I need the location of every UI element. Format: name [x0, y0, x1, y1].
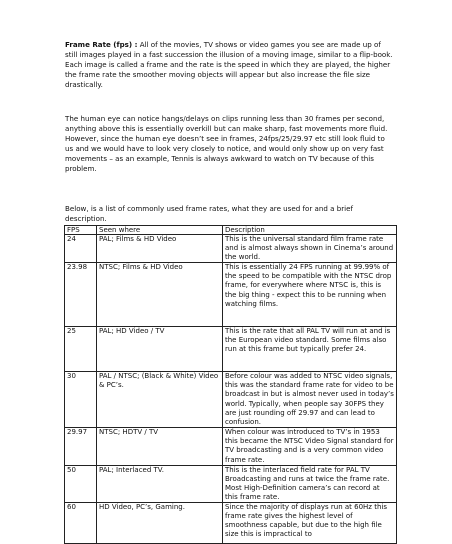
description-cell: This is the universal standard film frame rate and is almost always shown in Cinema’s around the world. — [223, 235, 397, 263]
description-cell: This is the rate that all PAL TV will run at and is the European video standard. Some films also run at this frame but typically prefer 24. — [223, 327, 397, 372]
fps-cell: 50 — [65, 465, 97, 502]
description-cell: When colour was introduced to TV’s in 1953 this became the NTSC Video Signal standard for TV broadcasting and is a very common video frame rate. — [223, 428, 397, 465]
eye-paragraph: The human eye can notice hangs/delays on clips running less than 30 frames per second, anything above this is essentially overkill but can make sharp, fast movements more fluid. However, since the human eye doesn’t see in frames, 24fps/25/29.97 etc still look fluid to us and we would have to look very closely to notice, and would only show up on very fast movements – as an example, Tennis is always awkward to watch on TV because of this problem. — [65, 114, 388, 174]
fps-cell: 60 — [65, 503, 97, 544]
intro-text: All of the movies, TV shows or video games you see are made up of still images played in a fast succession the illusion of a moving image, similar to a flip-book. Each image is called a frame and the rate is the speed in which they are played, the higher the frame rate the smoother moving objects will appear but also increase the file size drastically. — [65, 40, 393, 90]
description-cell: Before colour was added to NTSC video signals, this was the standard frame rate for video to be broadcast in but is almost never used in today’s world. Typically, when people say 30FPS they are just rounding off 29.97 and can lead to confusion. — [223, 372, 397, 428]
seen-where-cell: NTSC; HDTV / TV — [97, 428, 223, 465]
seen-where-cell: HD Video, PC’s, Gaming. — [97, 503, 223, 544]
fps-cell: 24 — [65, 235, 97, 263]
header-seen-where: Seen where — [97, 226, 223, 235]
header-description: Description — [223, 226, 397, 235]
header-fps: FPS — [65, 226, 97, 235]
fps-cell: 29.97 — [65, 428, 97, 465]
seen-where-cell: PAL / NTSC; (Black & White) Video & PC’s. — [97, 372, 223, 428]
seen-where-cell: NTSC; Films & HD Video — [97, 263, 223, 327]
fps-cell: 30 — [65, 372, 97, 428]
description-cell: This is the interlaced field rate for PAL TV Broadcasting and runs at twice the frame rate. Most High-Definition camera’s can record at this frame rate. — [223, 465, 397, 502]
fps-cell: 23.98 — [65, 263, 97, 327]
table-row — [65, 503, 397, 544]
table-row — [65, 235, 397, 263]
table-row — [65, 465, 397, 502]
table-row — [65, 428, 397, 465]
fps-cell: 25 — [65, 327, 97, 372]
table-row — [65, 372, 397, 428]
seen-where-cell: PAL; Films & HD Video — [97, 235, 223, 263]
description-cell: Since the majority of displays run at 60Hz this frame rate gives the highest level of smoothness capable, but due to the high file size this is impractical to — [223, 503, 397, 544]
intro-lead: Frame Rate (fps) : — [65, 40, 138, 49]
intro-paragraph — [65, 40, 395, 90]
list-intro-paragraph: Below, is a list of commonly used frame rates, what they are used for and a brief description. — [65, 204, 353, 224]
table-row — [65, 263, 397, 327]
frame-rate-table — [64, 225, 397, 544]
seen-where-cell: PAL; HD Video / TV — [97, 327, 223, 372]
description-cell: This is essentially 24 FPS running at 99.99% of the speed to be compatible with the NTSC drop frame, for everywhere where NTSC is, this is the big thing - expect this to be running when watching films. — [223, 263, 397, 327]
table-row — [65, 327, 397, 372]
seen-where-cell: PAL; Interlaced TV. — [97, 465, 223, 502]
table-header-row — [65, 226, 397, 235]
